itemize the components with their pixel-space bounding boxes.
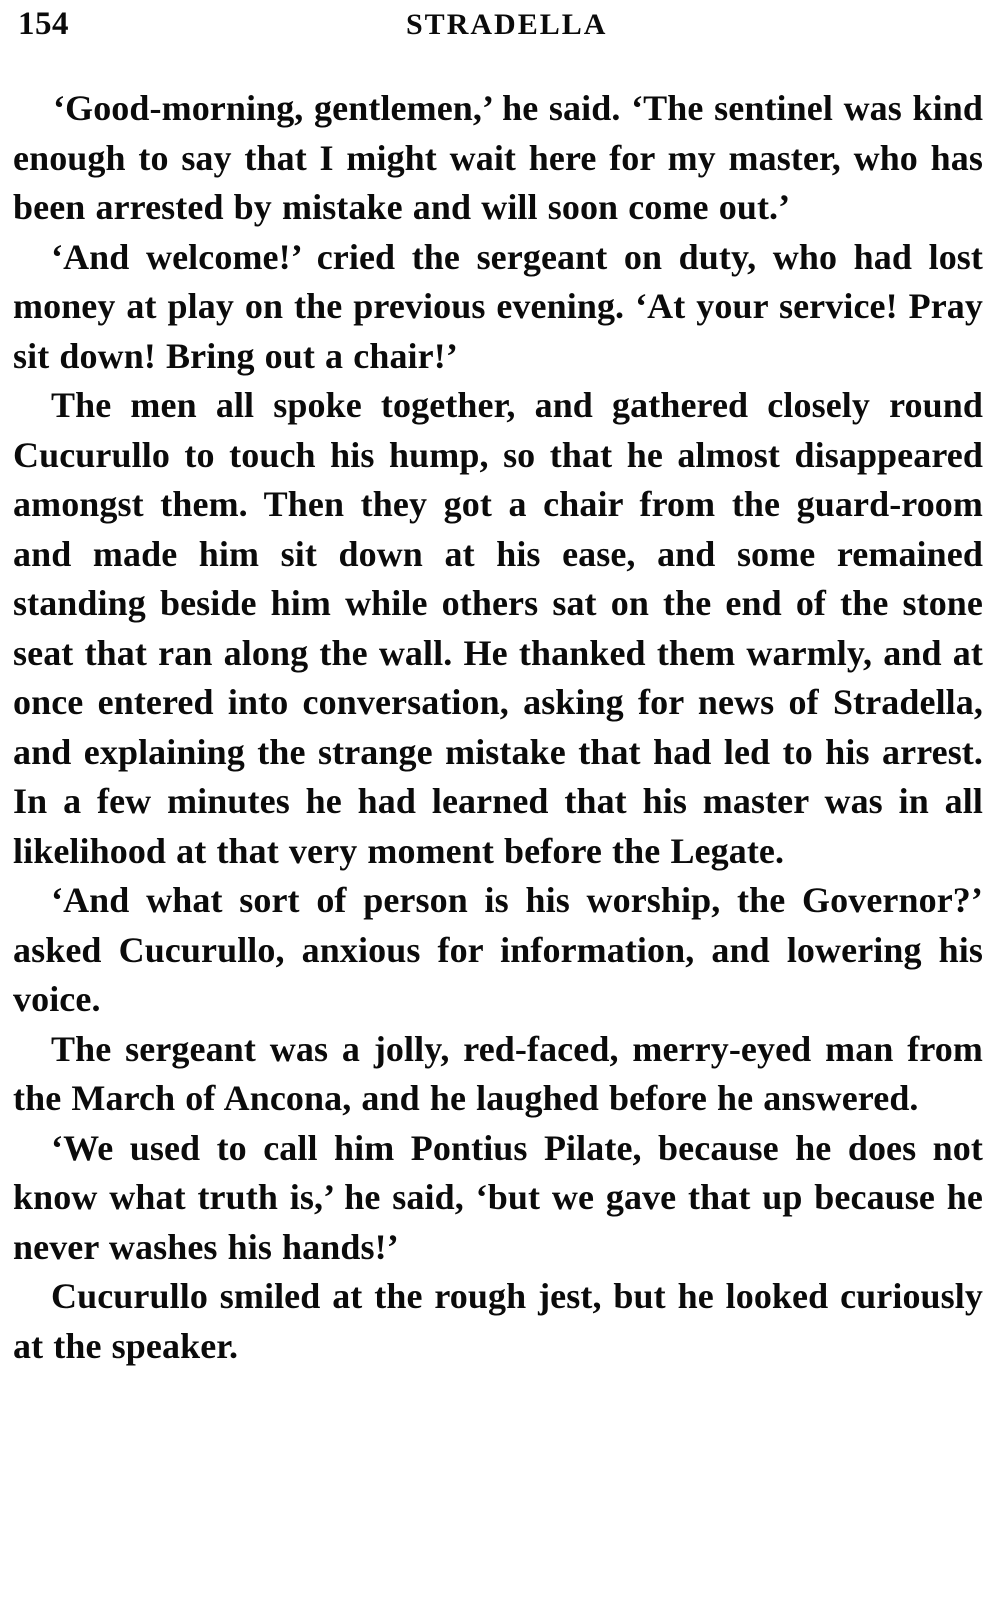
paragraph: The men all spoke together, and gathered closely round Cucurullo to touch his hump, so that he almost disappeared amongst them. Then they got a chair from the guard-room and made him sit down at his ease, and some remained standing beside him while others sat on the end of the stone seat that ran along the wall. He thanked them warmly, and at once entered into conversation, asking for news of Stradella, and explaining the strange mistake that had led to his arrest. In a few minutes he had learned that his master was in all likelihood at that very moment before the Legate. <box>13 385 983 871</box>
paragraph: ‘And what sort of person is his worship, the Governor?’ asked Cucurullo, anxious for information, and lowering his voice. <box>13 880 983 1019</box>
paragraph: ‘And welcome!’ cried the sergeant on duty, who had lost money at play on the previous evening. ‘At your service! Pray sit down! Bring out a chair!’ <box>13 236 983 376</box>
running-title: STRADELLA <box>406 8 608 41</box>
paragraph: ‘Good-morning, gentlemen,’ he said. ‘The sentinel was kind enough to say that I might wait here for my master, who has been arrested by mistake and will soon come out.’ <box>13 88 983 227</box>
page-body <box>13 84 983 1371</box>
page-header <box>18 6 982 46</box>
paragraph: The sergeant was a jolly, red-faced, merry-eyed man from the March of Ancona, and he laughed before he answered. <box>13 1028 983 1118</box>
page-number: 154 <box>18 6 69 42</box>
paragraph: Cucurullo smiled at the rough jest, but he looked curiously at the speaker. <box>13 1276 983 1366</box>
paragraph: ‘We used to call him Pontius Pilate, because he does not know what truth is,’ he said, ‘but we gave that up because he never washes his hands!’ <box>13 1127 983 1267</box>
